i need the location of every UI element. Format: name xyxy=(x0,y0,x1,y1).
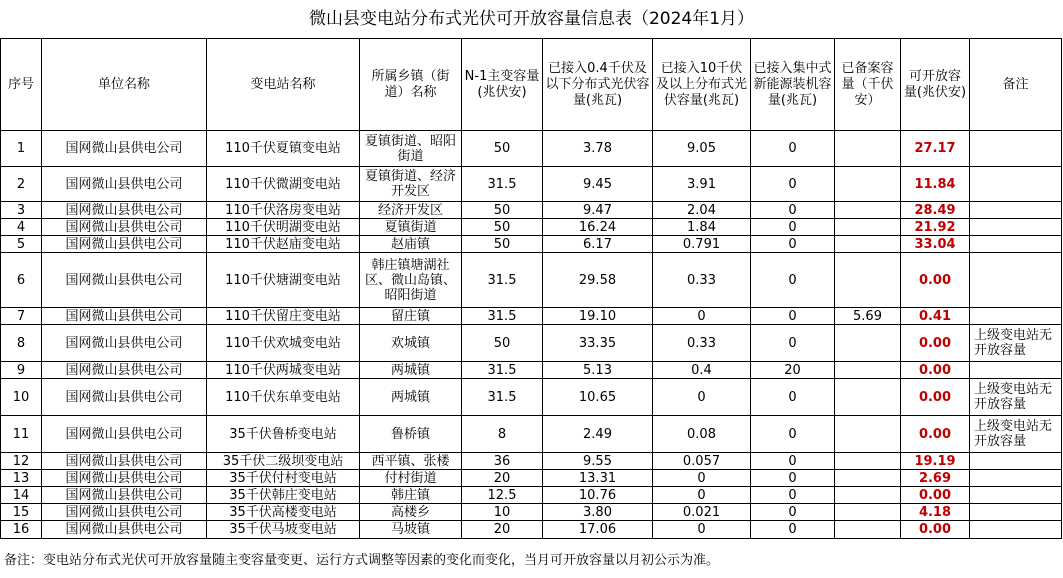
cell-station: 110千伏塘湖变电站 xyxy=(207,253,360,308)
cell-open: 11.84 xyxy=(901,167,970,202)
cell-town: 韩庄镇 xyxy=(360,487,462,504)
cell-town: 鲁桥镇 xyxy=(360,416,462,453)
cell-low: 5.13 xyxy=(543,362,653,379)
cell-seq: 12 xyxy=(1,453,42,470)
cell-station: 110千伏明湖变电站 xyxy=(207,219,360,236)
header-town: 所属乡镇（街道）名称 xyxy=(360,39,462,131)
cell-seq: 15 xyxy=(1,504,42,521)
cell-low: 29.58 xyxy=(543,253,653,308)
cell-station: 35千伏韩庄变电站 xyxy=(207,487,360,504)
cell-note xyxy=(970,219,1062,236)
cell-seq: 9 xyxy=(1,362,42,379)
cell-note: 上级变电站无开放容量 xyxy=(970,416,1062,453)
cell-filed xyxy=(835,521,901,539)
cell-seq: 13 xyxy=(1,470,42,487)
cell-central: 0 xyxy=(751,521,835,539)
cell-low: 19.10 xyxy=(543,308,653,325)
cell-open: 0.00 xyxy=(901,325,970,362)
cell-filed xyxy=(835,219,901,236)
cell-central: 0 xyxy=(751,202,835,219)
header-station: 变电站名称 xyxy=(207,39,360,131)
cell-open: 0.00 xyxy=(901,521,970,539)
cell-low: 3.80 xyxy=(543,504,653,521)
cell-open: 19.19 xyxy=(901,453,970,470)
cell-town: 马坡镇 xyxy=(360,521,462,539)
table-row xyxy=(1,416,1062,453)
cell-note: 上级变电站无开放容量 xyxy=(970,325,1062,362)
cell-filed xyxy=(835,487,901,504)
cell-seq: 3 xyxy=(1,202,42,219)
table-row xyxy=(1,487,1062,504)
cell-filed: 5.69 xyxy=(835,308,901,325)
cell-n1: 31.5 xyxy=(462,253,543,308)
header-n1-capacity: N-1主变容量(兆伏安) xyxy=(462,39,543,131)
cell-seq: 8 xyxy=(1,325,42,362)
table-row xyxy=(1,470,1062,487)
cell-central: 0 xyxy=(751,325,835,362)
cell-station: 110千伏东单变电站 xyxy=(207,379,360,416)
cell-town: 夏镇街道、经济开发区 xyxy=(360,167,462,202)
cell-filed xyxy=(835,167,901,202)
cell-low: 16.24 xyxy=(543,219,653,236)
cell-high: 0.021 xyxy=(653,504,751,521)
cell-n1: 36 xyxy=(462,453,543,470)
cell-low: 9.45 xyxy=(543,167,653,202)
cell-seq: 11 xyxy=(1,416,42,453)
cell-central: 0 xyxy=(751,236,835,253)
cell-low: 10.76 xyxy=(543,487,653,504)
cell-low: 3.78 xyxy=(543,131,653,167)
cell-central: 0 xyxy=(751,219,835,236)
cell-town: 两城镇 xyxy=(360,362,462,379)
cell-n1: 10 xyxy=(462,504,543,521)
cell-n1: 50 xyxy=(462,236,543,253)
header-unit: 单位名称 xyxy=(42,39,207,131)
cell-central: 0 xyxy=(751,470,835,487)
cell-unit: 国网微山县供电公司 xyxy=(42,236,207,253)
cell-filed xyxy=(835,379,901,416)
cell-open: 21.92 xyxy=(901,219,970,236)
footnote: 备注：变电站分布式光伏可开放容量随主变容量变更、运行方式调整等因素的变化而变化，当月可开放容量以月初公示为准。 xyxy=(4,553,720,568)
cell-open: 4.18 xyxy=(901,504,970,521)
cell-note xyxy=(970,362,1062,379)
cell-note xyxy=(970,202,1062,219)
cell-unit: 国网微山县供电公司 xyxy=(42,308,207,325)
cell-unit: 国网微山县供电公司 xyxy=(42,325,207,362)
cell-town: 赵庙镇 xyxy=(360,236,462,253)
cell-note xyxy=(970,131,1062,167)
table-row xyxy=(1,131,1062,167)
cell-high: 0 xyxy=(653,470,751,487)
cell-note xyxy=(970,167,1062,202)
cell-town: 高楼乡 xyxy=(360,504,462,521)
cell-station: 110千伏微湖变电站 xyxy=(207,167,360,202)
table-row xyxy=(1,236,1062,253)
table-row xyxy=(1,379,1062,416)
header-seq: 序号 xyxy=(1,39,42,131)
cell-unit: 国网微山县供电公司 xyxy=(42,379,207,416)
cell-town: 留庄镇 xyxy=(360,308,462,325)
cell-unit: 国网微山县供电公司 xyxy=(42,416,207,453)
cell-n1: 12.5 xyxy=(462,487,543,504)
table-row xyxy=(1,521,1062,539)
cell-filed xyxy=(835,131,901,167)
cell-note xyxy=(970,308,1062,325)
cell-unit: 国网微山县供电公司 xyxy=(42,202,207,219)
cell-high: 0.08 xyxy=(653,416,751,453)
cell-unit: 国网微山县供电公司 xyxy=(42,453,207,470)
cell-note xyxy=(970,487,1062,504)
cell-low: 33.35 xyxy=(543,325,653,362)
cell-station: 35千伏高楼变电站 xyxy=(207,504,360,521)
cell-n1: 50 xyxy=(462,325,543,362)
cell-town: 经济开发区 xyxy=(360,202,462,219)
cell-town: 夏镇街道 xyxy=(360,219,462,236)
cell-low: 13.31 xyxy=(543,470,653,487)
cell-filed xyxy=(835,416,901,453)
header-open-capacity: 可开放容量(兆伏安) xyxy=(901,39,970,131)
header-filed: 已备案容量（千伏安） xyxy=(835,39,901,131)
cell-high: 0 xyxy=(653,379,751,416)
cell-station: 35千伏付村变电站 xyxy=(207,470,360,487)
cell-low: 17.06 xyxy=(543,521,653,539)
header-note: 备注 xyxy=(970,39,1062,131)
cell-note xyxy=(970,453,1062,470)
cell-n1: 8 xyxy=(462,416,543,453)
cell-open: 33.04 xyxy=(901,236,970,253)
cell-seq: 7 xyxy=(1,308,42,325)
cell-seq: 6 xyxy=(1,253,42,308)
cell-n1: 31.5 xyxy=(462,308,543,325)
cell-filed xyxy=(835,470,901,487)
cell-note xyxy=(970,521,1062,539)
cell-high: 0 xyxy=(653,521,751,539)
cell-open: 28.49 xyxy=(901,202,970,219)
cell-open: 2.69 xyxy=(901,470,970,487)
cell-high: 0.4 xyxy=(653,362,751,379)
cell-n1: 31.5 xyxy=(462,379,543,416)
cell-seq: 14 xyxy=(1,487,42,504)
cell-low: 2.49 xyxy=(543,416,653,453)
cell-high: 3.91 xyxy=(653,167,751,202)
cell-open: 0.00 xyxy=(901,416,970,453)
cell-central: 0 xyxy=(751,453,835,470)
cell-central: 0 xyxy=(751,487,835,504)
cell-town: 西平镇、张楼 xyxy=(360,453,462,470)
header-high-voltage: 已接入10千伏及以上分布式光伏容量(兆瓦) xyxy=(653,39,751,131)
cell-filed xyxy=(835,236,901,253)
cell-high: 0 xyxy=(653,487,751,504)
cell-filed xyxy=(835,325,901,362)
cell-central: 0 xyxy=(751,416,835,453)
cell-low: 9.47 xyxy=(543,202,653,219)
header-centralized: 已接入集中式新能源装机容量(兆瓦) xyxy=(751,39,835,131)
cell-town: 付村街道 xyxy=(360,470,462,487)
cell-n1: 31.5 xyxy=(462,362,543,379)
cell-high: 0.33 xyxy=(653,325,751,362)
cell-n1: 50 xyxy=(462,131,543,167)
cell-station: 110千伏欢城变电站 xyxy=(207,325,360,362)
cell-station: 35千伏鲁桥变电站 xyxy=(207,416,360,453)
cell-high: 0.057 xyxy=(653,453,751,470)
cell-open: 0.41 xyxy=(901,308,970,325)
cell-central: 0 xyxy=(751,504,835,521)
cell-central: 0 xyxy=(751,167,835,202)
cell-low: 9.55 xyxy=(543,453,653,470)
cell-open: 0.00 xyxy=(901,253,970,308)
cell-station: 110千伏赵庙变电站 xyxy=(207,236,360,253)
cell-unit: 国网微山县供电公司 xyxy=(42,219,207,236)
cell-note xyxy=(970,504,1062,521)
cell-central: 0 xyxy=(751,308,835,325)
cell-central: 0 xyxy=(751,379,835,416)
cell-high: 0 xyxy=(653,308,751,325)
cell-low: 10.65 xyxy=(543,379,653,416)
table-title: 微山县变电站分布式光伏可开放容量信息表（2024年1月） xyxy=(308,9,755,29)
cell-open: 27.17 xyxy=(901,131,970,167)
cell-unit: 国网微山县供电公司 xyxy=(42,131,207,167)
table-row xyxy=(1,308,1062,325)
cell-n1: 50 xyxy=(462,202,543,219)
cell-central: 0 xyxy=(751,131,835,167)
cell-unit: 国网微山县供电公司 xyxy=(42,470,207,487)
table-row xyxy=(1,504,1062,521)
cell-high: 0.33 xyxy=(653,253,751,308)
cell-unit: 国网微山县供电公司 xyxy=(42,487,207,504)
cell-unit: 国网微山县供电公司 xyxy=(42,362,207,379)
header-row xyxy=(1,39,1062,131)
cell-seq: 2 xyxy=(1,167,42,202)
cell-open: 0.00 xyxy=(901,379,970,416)
cell-seq: 16 xyxy=(1,521,42,539)
table-row xyxy=(1,219,1062,236)
cell-filed xyxy=(835,504,901,521)
cell-high: 9.05 xyxy=(653,131,751,167)
cell-town: 韩庄镇塘湖社区、微山岛镇、昭阳街道 xyxy=(360,253,462,308)
cell-filed xyxy=(835,453,901,470)
cell-n1: 50 xyxy=(462,219,543,236)
cell-filed xyxy=(835,362,901,379)
cell-note: 上级变电站无开放容量 xyxy=(970,379,1062,416)
cell-station: 35千伏马坡变电站 xyxy=(207,521,360,539)
cell-unit: 国网微山县供电公司 xyxy=(42,504,207,521)
cell-unit: 国网微山县供电公司 xyxy=(42,253,207,308)
cell-high: 0.791 xyxy=(653,236,751,253)
table-row xyxy=(1,253,1062,308)
cell-n1: 20 xyxy=(462,521,543,539)
cell-high: 2.04 xyxy=(653,202,751,219)
cell-open: 0.00 xyxy=(901,487,970,504)
cell-unit: 国网微山县供电公司 xyxy=(42,521,207,539)
cell-station: 110千伏两城变电站 xyxy=(207,362,360,379)
cell-station: 110千伏夏镇变电站 xyxy=(207,131,360,167)
cell-station: 35千伏二级坝变电站 xyxy=(207,453,360,470)
cell-low: 6.17 xyxy=(543,236,653,253)
table-row xyxy=(1,325,1062,362)
cell-open: 0.00 xyxy=(901,362,970,379)
table-row xyxy=(1,167,1062,202)
cell-seq: 1 xyxy=(1,131,42,167)
cell-town: 两城镇 xyxy=(360,379,462,416)
cell-town: 欢城镇 xyxy=(360,325,462,362)
table-row xyxy=(1,202,1062,219)
cell-central: 20 xyxy=(751,362,835,379)
cell-filed xyxy=(835,253,901,308)
cell-central: 0 xyxy=(751,253,835,308)
cell-n1: 31.5 xyxy=(462,167,543,202)
cell-station: 110千伏洛房变电站 xyxy=(207,202,360,219)
cell-seq: 5 xyxy=(1,236,42,253)
cell-note xyxy=(970,253,1062,308)
capacity-table xyxy=(0,38,1062,539)
cell-filed xyxy=(835,202,901,219)
header-low-voltage: 已接入0.4千伏及以下分布式光伏容量(兆瓦) xyxy=(543,39,653,131)
cell-n1: 20 xyxy=(462,470,543,487)
cell-town: 夏镇街道、昭阳街道 xyxy=(360,131,462,167)
table-row xyxy=(1,362,1062,379)
table-row xyxy=(1,453,1062,470)
cell-note xyxy=(970,236,1062,253)
cell-high: 1.84 xyxy=(653,219,751,236)
cell-seq: 4 xyxy=(1,219,42,236)
cell-station: 110千伏留庄变电站 xyxy=(207,308,360,325)
cell-note xyxy=(970,470,1062,487)
cell-unit: 国网微山县供电公司 xyxy=(42,167,207,202)
cell-seq: 10 xyxy=(1,379,42,416)
